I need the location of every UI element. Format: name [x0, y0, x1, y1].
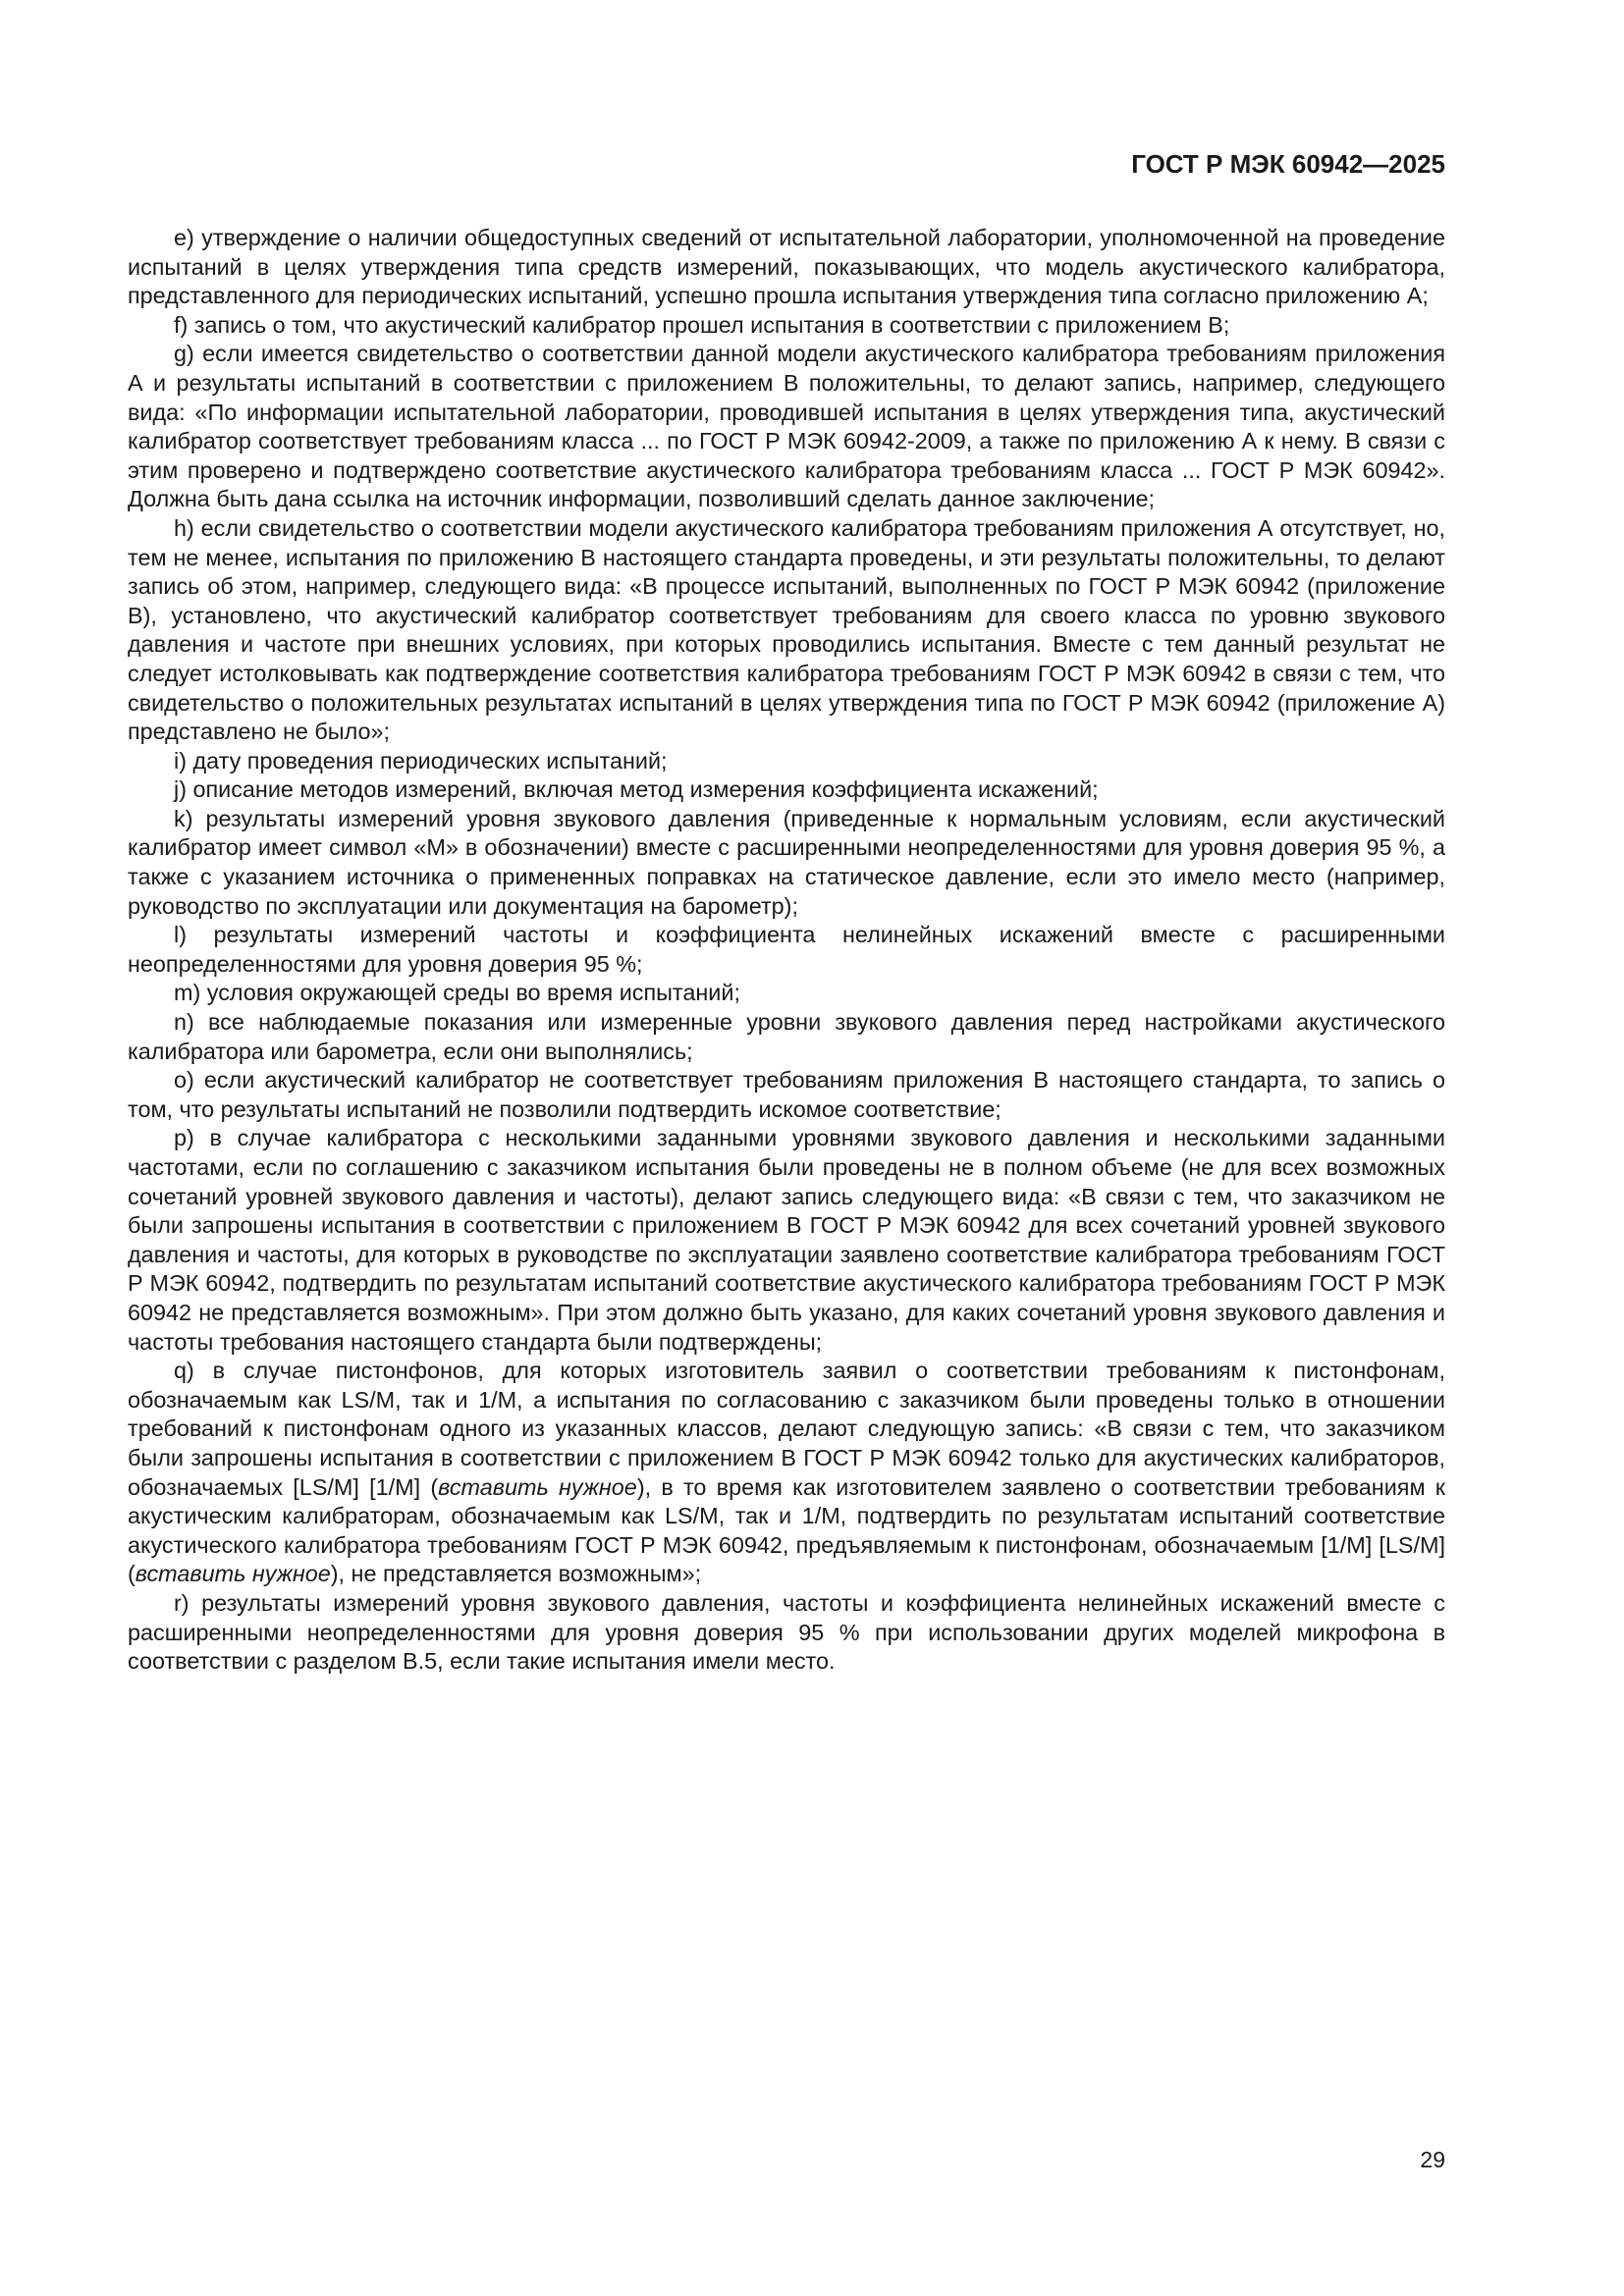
- document-body: [128, 224, 1445, 1677]
- list-item-j: j) описание методов измерений, включая метод измерения коэффициента искажений;: [174, 776, 1099, 803]
- document-header-id: ГОСТ Р МЭК 60942—2025: [1131, 149, 1445, 179]
- list-item-n: n) все наблюдаемые показания или измеренные уровни звукового давления перед настройками акустического калибратора или барометра, если они выполнялись;: [128, 1009, 1445, 1064]
- list-item-q: q) в случае пистонфонов, для которых изготовитель заявил о соответствии требованиям к пистонфонам, обозначаемым как LS/M, так и 1/M, а испытания по согласованию с заказчиком были проведены только в отношении требований к пистонфонам одного из указанных классов, делают следующую запись: «В связи с тем, что заказчиком были запрошены испытания в соответствии с приложением В ГОСТ Р МЭК 60942 только для акустических калибраторов, обозначаемых [LS/M] [1/M] (вставить нужное), в то время как изготовителем заявлено о соответствии требованиям к акустическим калибраторам, обозначаемым как LS/M, так и 1/M, подтвердить по результатам испытаний соответствие акустического калибратора требованиям ГОСТ Р МЭК 60942, предъявляемым к пистонфонам, обозначаемым [1/M] [LS/M] (вставить нужное), не представляется возможным»;: [128, 1358, 1445, 1587]
- list-item-l: l) результаты измерений частоты и коэффициента нелинейных искажений вместе с расширенными неопределенностями для уровня доверия 95 %;: [128, 922, 1445, 977]
- page-number: 29: [1420, 2147, 1445, 2172]
- list-item-h: h) если свидетельство о соответствии модели акустического калибратора требованиям приложения А отсутствует, но, тем не менее, испытания по приложению В настоящего стандарта проведены, и эти результаты положительны, то делают запись об этом, например, следующего вида: «В процессе испытаний, выполненных по ГОСТ Р МЭК 60942 (приложение В), установлено, что акустический калибратор соответствует требованиям для своего класса по уровню звукового давления и частоте при внешних условиях, при которых проводились испытания. Вместе с тем данный результат не следует истолковывать как подтверждение соответствия калибратора требованиям ГОСТ Р МЭК 60942 в связи с тем, что свидетельство о положительных результатах испытаний в целях утверждения типа по ГОСТ Р МЭК 60942 (приложение А) представлено не было»;: [128, 514, 1445, 745]
- list-item-i: i) дату проведения периодических испытаний;: [174, 747, 668, 774]
- list-item-m: m) условия окружающей среды во время испытаний;: [174, 980, 740, 1006]
- list-item-p: p) в случае калибратора с несколькими заданными уровнями звукового давления и несколькими заданными частотами, если по соглашению с заказчиком испытания были проведены не в полном объеме (не для всех возможных сочетаний уровней звукового давления и частоты), делают запись следующего вида: «В связи с тем, что заказчиком не были запрошены испытания в соответствии с приложением В ГОСТ Р МЭК 60942 для всех сочетаний уровней звукового давления и частоты, для которых в руководстве по эксплуатации заявлено соответствие калибратора требованиям ГОСТ Р МЭК 60942, подтвердить по результатам испытаний соответствие акустического калибратора требованиям ГОСТ Р МЭК 60942 не представляется возможным». При этом должно быть указано, для каких сочетаний уровня звукового давления и частоты требования настоящего стандарта были подтверждены;: [128, 1125, 1445, 1355]
- list-item-o: o) если акустический калибратор не соответствует требованиям приложения В настоящего стандарта, то запись о том, что результаты испытаний не позволили подтвердить искомое соответствие;: [128, 1067, 1445, 1122]
- list-item-g: g) если имеется свидетельство о соответствии данной модели акустического калибратора требованиям приложения А и результаты испытаний в соответствии с приложением В положительны, то делают запись, например, следующего вида: «По информации испытательной лаборатории, проводившей испытания в целях утверждения типа, акустический калибратор соответствует требованиям класса ... по ГОСТ Р МЭК 60942-2009, а также по приложению А к нему. В связи с этим проверено и подтверждено соответствие акустического калибратора требованиям класса ... ГОСТ Р МЭК 60942». Должна быть дана ссылка на источник информации, позволивший сделать данное заключение;: [128, 341, 1445, 512]
- list-item-f: f) запись о том, что акустический калибратор прошел испытания в соответствии с приложением В;: [174, 311, 1230, 338]
- list-item-e: е) утверждение о наличии общедоступных сведений от испытательной лаборатории, уполномоченной на проведение испытаний в целях утверждения типа средств измерений, показывающих, что модель акустического калибратора, представленного для периодических испытаний, успешно прошла испытания утверждения типа согласно приложению А;: [128, 225, 1445, 309]
- list-item-r: r) результаты измерений уровня звукового давления, частоты и коэффициента нелинейных искажений вместе с расширенными неопределенностями для уровня доверия 95 % при использовании других моделей микрофона в соответствии с разделом В.5, если такие испытания имели место.: [128, 1589, 1445, 1675]
- list-item-k: k) результаты измерений уровня звукового давления (приведенные к нормальным условиям, если акустический калибратор имеет символ «М» в обозначении) вместе с расширенными неопределенностями для уровня доверия 95 %, а также с указанием источника о примененных поправках на статическое давление, если это имело место (например, руководство по эксплуатации или документация на барометр);: [128, 805, 1445, 919]
